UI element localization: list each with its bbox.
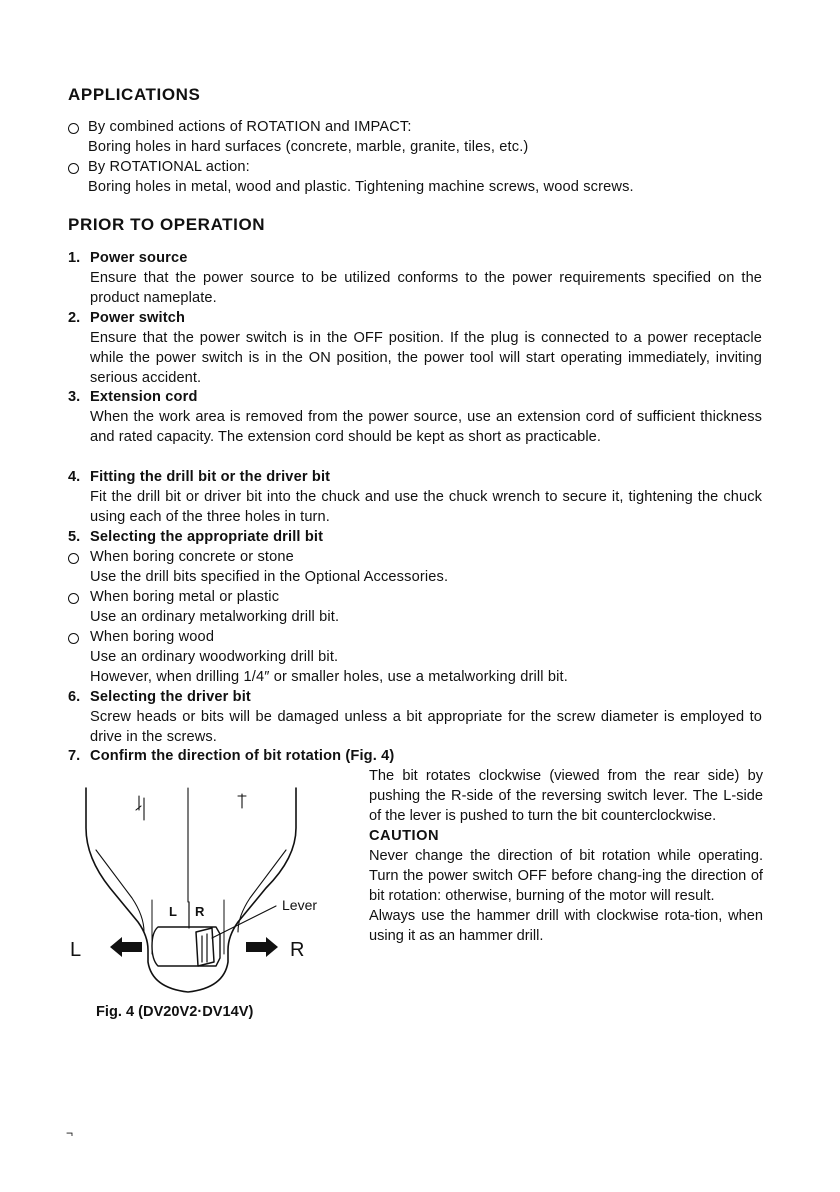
section-7-body: The bit rotates clockwise (viewed from the rear side) by pushing the R-side of the reversing switch lever. The L-side of the lever is pushed to turn the bit counterclockwise. <box>369 768 763 824</box>
housing-mark-right <box>238 794 246 808</box>
label-r-small: R <box>195 904 205 919</box>
section-7-text <box>369 766 763 946</box>
reversing-switch-lever <box>196 928 214 966</box>
label-l-small: L <box>169 904 177 919</box>
applications-heading: APPLICATIONS <box>68 85 201 104</box>
section-7-title: Confirm the direction of bit rotation (Fig. 4) <box>90 748 395 764</box>
section-1-title: Power source <box>90 250 188 266</box>
drill-bit-item-3-extra: However, when drilling 1/4″ or smaller holes, use a metalworking drill bit. <box>90 669 568 685</box>
prior-heading: PRIOR TO OPERATION <box>68 215 266 234</box>
caution-text-2: Always use the hammer drill with clockwise rota-tion, when using it as an hammer drill. <box>369 908 763 944</box>
section-3-number: 3. <box>68 389 81 405</box>
drill-bit-item-2-head: When boring metal or plastic <box>90 589 280 605</box>
housing-mark-left <box>136 796 144 820</box>
drill-bit-item-1-body: Use the drill bits specified in the Optional Accessories. <box>90 569 449 585</box>
section-7-number: 7. <box>68 748 81 764</box>
application-item-1-line1: By combined actions of ROTATION and IMPACT: <box>88 119 412 135</box>
section-6-body: Screw heads or bits will be damaged unless a bit appropriate for the screw diameter is employed to drive in the screws. <box>90 709 762 745</box>
bullet-circle-icon <box>68 163 79 174</box>
arrow-right-icon <box>246 937 278 957</box>
bullet-circle-icon <box>68 633 79 644</box>
figure-caption: Fig. 4 (DV20V2·DV14V) <box>96 1004 254 1020</box>
bullet-circle-icon <box>68 123 79 134</box>
drill-bit-item-3-head: When boring wood <box>90 629 215 645</box>
section-1-body: Ensure that the power source to be utilized conforms to the power requirements specified on the product nameplate. <box>90 270 762 306</box>
switch-slot <box>152 927 220 966</box>
section-5-number: 5. <box>68 529 81 545</box>
drill-reversing-switch-figure <box>66 780 346 1010</box>
drill-bit-item-1-head: When boring concrete or stone <box>90 549 294 565</box>
section-2-number: 2. <box>68 310 81 326</box>
page-mark: ¬ <box>66 1126 74 1140</box>
caution-text-1: Never change the direction of bit rotation while operating. Turn the power switch OFF before chang-ing the direction of bit rotation: otherwise, burning of the motor will result. <box>369 848 763 904</box>
section-1-number: 1. <box>68 250 81 266</box>
section-4-number: 4. <box>68 469 81 485</box>
section-4-body: Fit the drill bit or driver bit into the chuck and use the chuck wrench to secure it, tightening the chuck using each of the three holes in turn. <box>90 489 762 525</box>
drill-bit-item-2-body: Use an ordinary metalworking drill bit. <box>90 609 340 625</box>
drill-housing-outline <box>86 788 296 992</box>
bullet-circle-icon <box>68 593 79 604</box>
housing-inner-line-right <box>238 850 286 932</box>
lever-grip-lines <box>202 934 207 962</box>
lever-leader-line <box>212 906 276 938</box>
application-item-1-line2: Boring holes in hard surfaces (concrete, marble, granite, tiles, etc.) <box>88 139 529 155</box>
section-2-title: Power switch <box>90 310 186 326</box>
label-lever: Lever <box>282 897 318 913</box>
arrow-left-icon <box>110 937 142 957</box>
section-2-body: Ensure that the power switch is in the OFF position. If the plug is connected to a power receptacle while the power switch is in the ON position, the power tool will start operating immediately, inviting serious accident. <box>90 330 762 386</box>
application-item-2-line2: Boring holes in metal, wood and plastic. Tightening machine screws, wood screws. <box>88 179 634 195</box>
section-6-title: Selecting the driver bit <box>90 689 251 705</box>
drill-bit-item-3-body: Use an ordinary woodworking drill bit. <box>90 649 339 665</box>
bullet-circle-icon <box>68 553 79 564</box>
section-5-title: Selecting the appropriate drill bit <box>90 529 324 545</box>
section-4-title: Fitting the drill bit or the driver bit <box>90 469 331 485</box>
section-3-title: Extension cord <box>90 389 198 405</box>
section-6-number: 6. <box>68 689 81 705</box>
caution-label: CAUTION <box>369 828 439 844</box>
label-r-big: R <box>290 939 305 961</box>
section-3-body: When the work area is removed from the power source, use an extension cord of sufficient thickness and rated capacity. The extension cord should be kept as short as practicable. <box>90 409 762 445</box>
label-l-big: L <box>70 939 82 961</box>
application-item-2-line1: By ROTATIONAL action: <box>88 159 250 175</box>
